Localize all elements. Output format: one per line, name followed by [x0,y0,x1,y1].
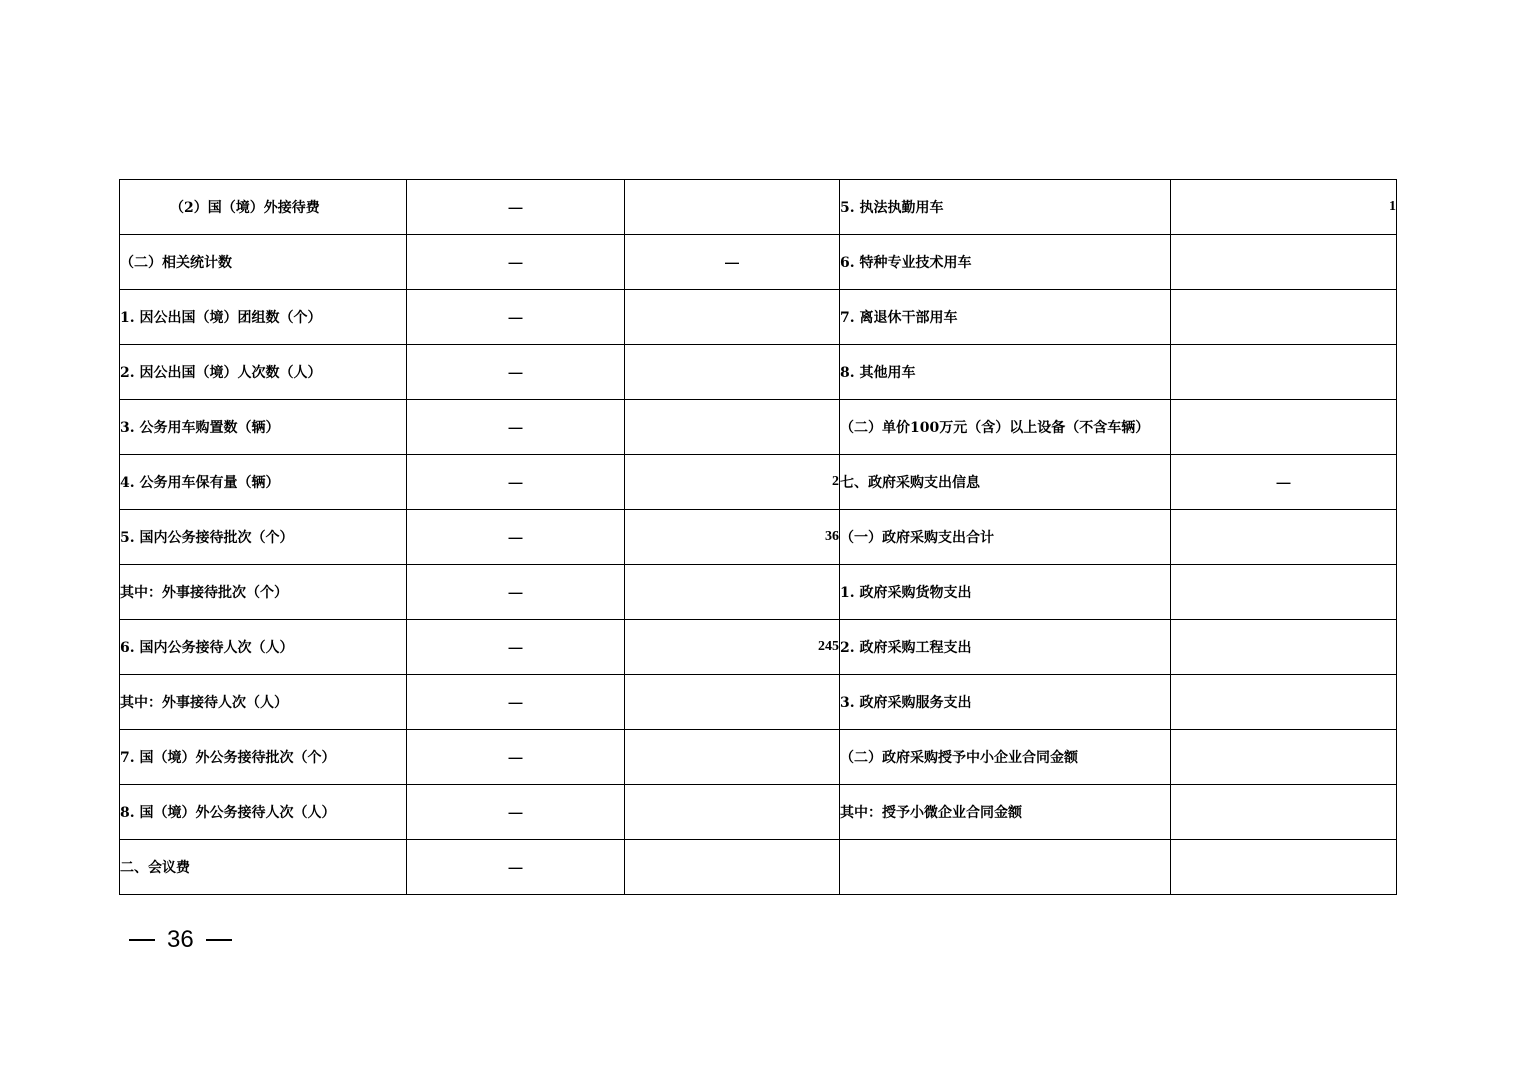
dash-cell: — [407,455,625,510]
value-cell: 245 [625,620,840,675]
row-label: 4. 公务用车保有量（辆） [120,455,407,510]
value-cell: 2 [625,455,840,510]
right-label: 3. 政府采购服务支出 [840,675,1171,730]
table-row [120,180,1397,235]
value-cell [625,785,840,840]
value-cell [625,290,840,345]
right-label [840,840,1171,895]
dash-cell: — [407,235,625,290]
table-row [120,235,1397,290]
value-cell: — [625,235,840,290]
right-label: 1. 政府采购货物支出 [840,565,1171,620]
value-cell [625,345,840,400]
right-value [1171,730,1397,785]
right-value [1171,840,1397,895]
row-label: 其中：外事接待人次（人） [120,675,407,730]
row-label: 7. 国（境）外公务接待批次（个） [120,730,407,785]
right-value: 1 [1171,180,1397,235]
dash-cell: — [407,400,625,455]
value-cell [625,840,840,895]
right-label: （一）政府采购支出合计 [840,510,1171,565]
right-label: （二）单价100万元（含）以上设备（不含车辆） [840,400,1171,455]
right-label: 2. 政府采购工程支出 [840,620,1171,675]
dash-cell: — [407,840,625,895]
dash-cell: — [407,345,625,400]
value-cell: 36 [625,510,840,565]
row-label: 2. 因公出国（境）人次数（人） [120,345,407,400]
dash-left-decoration [129,939,155,941]
dash-cell: — [407,675,625,730]
dash-right-decoration [206,939,232,941]
row-label: （2）国（境）外接待费 [120,180,407,235]
value-cell [625,400,840,455]
table-row [120,455,1397,510]
dash-cell: — [407,620,625,675]
row-label: 5. 国内公务接待批次（个） [120,510,407,565]
right-label: 8. 其他用车 [840,345,1171,400]
page-number [129,926,232,954]
table-row [120,565,1397,620]
right-value [1171,345,1397,400]
right-label: 7. 离退休干部用车 [840,290,1171,345]
table-row [120,400,1397,455]
page-number-text: 36 [167,926,194,953]
row-label: 其中：外事接待批次（个） [120,565,407,620]
table-row [120,840,1397,895]
right-value [1171,675,1397,730]
table-row [120,345,1397,400]
table-row [120,785,1397,840]
right-value [1171,290,1397,345]
row-label: （二）相关统计数 [120,235,407,290]
value-cell [625,675,840,730]
row-label: 6. 国内公务接待人次（人） [120,620,407,675]
dash-cell: — [407,290,625,345]
row-label: 1. 因公出国（境）团组数（个） [120,290,407,345]
table-row [120,675,1397,730]
right-value [1171,785,1397,840]
row-label: 8. 国（境）外公务接待人次（人） [120,785,407,840]
table-row [120,290,1397,345]
right-label: 其中：授予小微企业合同金额 [840,785,1171,840]
table-row [120,730,1397,785]
value-cell [625,730,840,785]
table-row [120,510,1397,565]
dash-cell: — [407,730,625,785]
right-value [1171,400,1397,455]
value-cell [625,180,840,235]
right-value [1171,510,1397,565]
right-label: 5. 执法执勤用车 [840,180,1171,235]
dash-cell: — [407,565,625,620]
right-label: 6. 特种专业技术用车 [840,235,1171,290]
right-value [1171,565,1397,620]
right-label: （二）政府采购授予中小企业合同金额 [840,730,1171,785]
right-value: — [1171,455,1397,510]
right-value [1171,235,1397,290]
row-label: 3. 公务用车购置数（辆） [120,400,407,455]
statistics-table [119,179,1397,895]
row-label: 二、会议费 [120,840,407,895]
table-row [120,620,1397,675]
value-cell [625,565,840,620]
dash-cell: — [407,785,625,840]
dash-cell: — [407,180,625,235]
right-value [1171,620,1397,675]
dash-cell: — [407,510,625,565]
right-label: 七、政府采购支出信息 [840,455,1171,510]
